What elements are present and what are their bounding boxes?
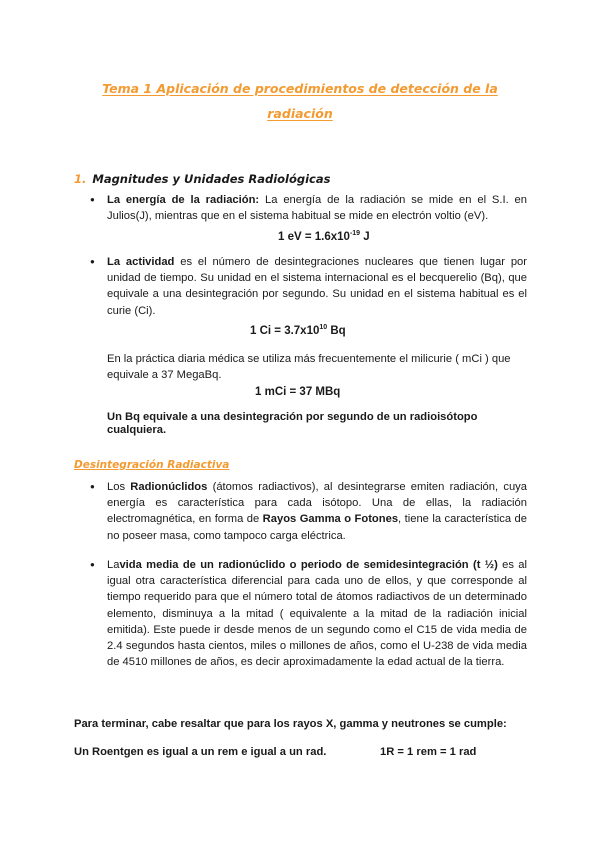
activity-formula-unit: Bq [327,325,346,337]
page-title: Tema 1 Aplicación de procedimientos de detección de la radiación [102,81,498,121]
energy-formula [278,226,370,245]
radionuclides-pre: Los [107,481,131,493]
activity-text: es el número de desintegraciones nucleares que tienen lugar por unidad de tiempo. Su unidad en el sistema internacional es el becquerelio (Bq), que equivale a una desintegración por segundo. Su unidad en el sistema habitual es el curie (Ci). [107,256,527,317]
practice-text: En la práctica diaria médica se utiliza más frecuentemente el milicurie ( mCi ) que equivale a 37 MegaBq. [107,353,511,382]
halflife-bold: vida media de un radionúclido o periodo de semidesintegración (t ½) [119,559,498,571]
bq-note: Un Bq equivale a una desintegración por segundo de un radioisótopo cualquiera. [107,411,478,436]
energy-bullet [107,192,527,224]
radionuclides-mid: (átomos radiactivos), al desintegrarse emiten radiación, cuya energía es característica para cada isótopo. Una de ellas, la radiación electromagnética, en forma de [107,481,527,526]
section-1-heading [74,172,330,186]
activity-formula-exponent: 10 [319,324,328,331]
activity-bullet [107,254,527,319]
halflife-bullet [107,557,527,670]
energy-formula-base: 1 eV = 1.6x10 [278,231,350,243]
closing-equivalence: Un Roentgen es igual a un rem e igual a un rad. [74,746,327,758]
closing-formula: 1R = 1 rem = 1 rad [380,746,477,758]
activity-formula [250,320,346,339]
radionuclides-bullet [107,479,527,544]
closing-text: Para terminar, cabe resaltar que para los rayos X, gamma y neutrones se cumple: [74,718,507,730]
energy-formula-exponent: -19 [349,230,361,237]
energy-label: La energía de la radiación: [107,194,260,206]
gamma-rays-bold: Rayos Gamma o Fotones [262,513,399,526]
halflife-pre: La [107,559,120,571]
radionuclides-bold: Radionúclidos [130,481,208,493]
radionuclides-post: , tiene la característica de no poseer masa, como tampoco carga eléctrica. [107,513,527,542]
halflife-post: es al igual otra característica diferencial para cada uno de ellos, y que corresponde al tiempo requerido para que el número total de átomos radiactivos de un determinado elemento, disminuya a la mitad ( equivalente a la mitad de la radiación inicial emitida). Este puede ir desde menos de un segundo como el C15 de vida media de 2.4 segundos hasta cientos, miles o millones de años, como el U-238 de vida media de 4510 millones de años, es decir aproximadamente la edad actual de la tierra. [107,559,527,669]
energy-formula-unit: J [360,231,370,243]
activity-label: La actividad [107,256,175,268]
section-1-heading-text: Magnitudes y Unidades Radiológicas [92,172,331,186]
practice-formula: 1 mCi = 37 MBq [255,386,341,398]
section-2-heading: Desintegración Radiactiva [74,459,230,471]
section-number: 1. [74,172,87,186]
energy-text: La energía de la radiación se mide en el S.I. en Julios(J), mientras que en el sistema habitual se mide en electrón voltio (eV). [107,194,528,223]
activity-formula-base: 1 Ci = 3.7x10 [250,325,320,337]
